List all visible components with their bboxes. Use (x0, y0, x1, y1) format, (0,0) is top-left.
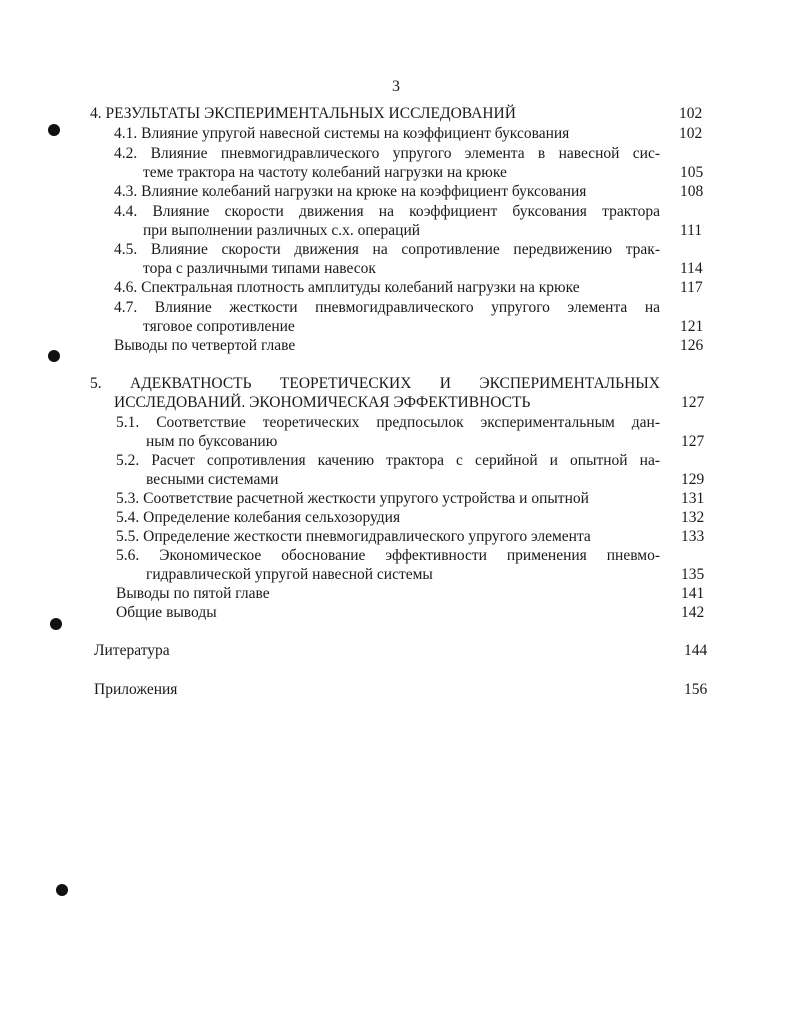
chapter-5-page: 127 (681, 394, 705, 411)
toc-entry-5-6-line2: гидравлической упругой навесной системы (146, 566, 433, 583)
binder-hole-mark (50, 618, 62, 630)
toc-entry-4-2-line2: теме трактора на частоту колебаний нагрузки на крюке (143, 164, 507, 181)
toc-entry-4-4-line1: 4.4. Влияние скорости движения на коэффициент буксования трактора (114, 203, 660, 220)
toc-entry-4-4-line2: при выполнении различных с.х. операций (143, 222, 421, 239)
toc-entry-5-4: 5.4. Определение колебания сельхозорудия (116, 509, 401, 526)
toc-entry-literature: Литература (94, 642, 170, 659)
chapter-4-page: 102 (679, 105, 703, 122)
toc-entry-appendices-page: 156 (684, 681, 708, 698)
toc-entry-4-5-line2: тора с различными типами навесок (143, 260, 376, 277)
toc-entry-4-2-line1: 4.2. Влияние пневмогидравлического упругого элемента в навесной сис- (114, 145, 660, 162)
toc-entry-literature-page: 144 (684, 642, 708, 659)
toc-entry-5-conclusions: Выводы по пятой главе (116, 585, 270, 602)
toc-entry-5-6-line1: 5.6. Экономическое обоснование эффективности применения пневмо- (116, 547, 660, 564)
toc-entry-5-4-page: 132 (681, 509, 705, 526)
toc-entry-5-1-line1: 5.1. Соответствие теоретических предпосылок экспериментальным дан- (116, 414, 660, 431)
toc-entry-4-6-page: 117 (680, 279, 703, 296)
toc-entry-4-7-page: 121 (680, 318, 704, 335)
toc-entry-appendices: Приложения (94, 681, 178, 698)
toc-entry-5-2-page: 129 (681, 471, 705, 488)
chapter-5-title-line1: 5. АДЕКВАТНОСТЬ ТЕОРЕТИЧЕСКИХ И ЭКСПЕРИМЕНТАЛЬНЫХ (90, 375, 660, 392)
toc-entry-4-5-page: 114 (680, 260, 703, 277)
binder-hole-mark (48, 124, 60, 136)
toc-entry-5-2-line2: весными системами (146, 471, 279, 488)
toc-entry-4-1: 4.1. Влияние упругой навесной системы на коэффициент буксования (114, 125, 570, 142)
toc-entry-5-6-page: 135 (681, 566, 705, 583)
toc-entry-4-1-page: 102 (679, 125, 703, 142)
toc-entry-4-7-line2: тяговое сопротивление (143, 318, 295, 335)
toc-entry-5-1-line2: ным по буксованию (146, 433, 278, 450)
toc-entry-5-3: 5.3. Соответствие расчетной жесткости упругого устройства и опытной (116, 490, 589, 507)
chapter-5-title-line2: ИССЛЕДОВАНИЙ. ЭКОНОМИЧЕСКАЯ ЭФФЕКТИВНОСТЬ (114, 394, 531, 411)
toc-entry-4-5-line1: 4.5. Влияние скорости движения на сопротивление передвижению трак- (114, 241, 660, 258)
toc-entry-4-4-page: 111 (680, 222, 703, 239)
toc-entry-4-3-page: 108 (680, 183, 704, 200)
toc-entry-4-conclusions-page: 126 (680, 337, 704, 354)
toc-entry-5-1-page: 127 (681, 433, 705, 450)
toc-entry-4-3: 4.3. Влияние колебаний нагрузки на крюке на коэффициент буксования (114, 183, 587, 200)
binder-hole-mark (56, 884, 68, 896)
toc-entry-4-2-page: 105 (680, 164, 704, 181)
toc-entry-4-6: 4.6. Спектральная плотность амплитуды колебаний нагрузки на крюке (114, 279, 580, 296)
chapter-4-title: 4. РЕЗУЛЬТАТЫ ЭКСПЕРИМЕНТАЛЬНЫХ ИССЛЕДОВАНИЙ (90, 105, 516, 122)
toc-entry-general-conclusions: Общие выводы (116, 604, 217, 621)
toc-entry-5-conclusions-page: 141 (681, 585, 705, 602)
toc-entry-5-2-line1: 5.2. Расчет сопротивления качению трактора с серийной и опытной на- (116, 452, 660, 469)
toc-entry-general-conclusions-page: 142 (681, 604, 705, 621)
binder-hole-mark (48, 350, 60, 362)
toc-entry-4-conclusions: Выводы по четвертой главе (114, 337, 296, 354)
toc-entry-5-5-page: 133 (681, 528, 705, 545)
toc-entry-5-5: 5.5. Определение жесткости пневмогидравлического упругого элемента (116, 528, 591, 545)
page-number: 3 (392, 78, 400, 95)
toc-entry-4-7-line1: 4.7. Влияние жесткости пневмогидравлического упругого элемента на (114, 299, 660, 316)
toc-entry-5-3-page: 131 (681, 490, 705, 507)
